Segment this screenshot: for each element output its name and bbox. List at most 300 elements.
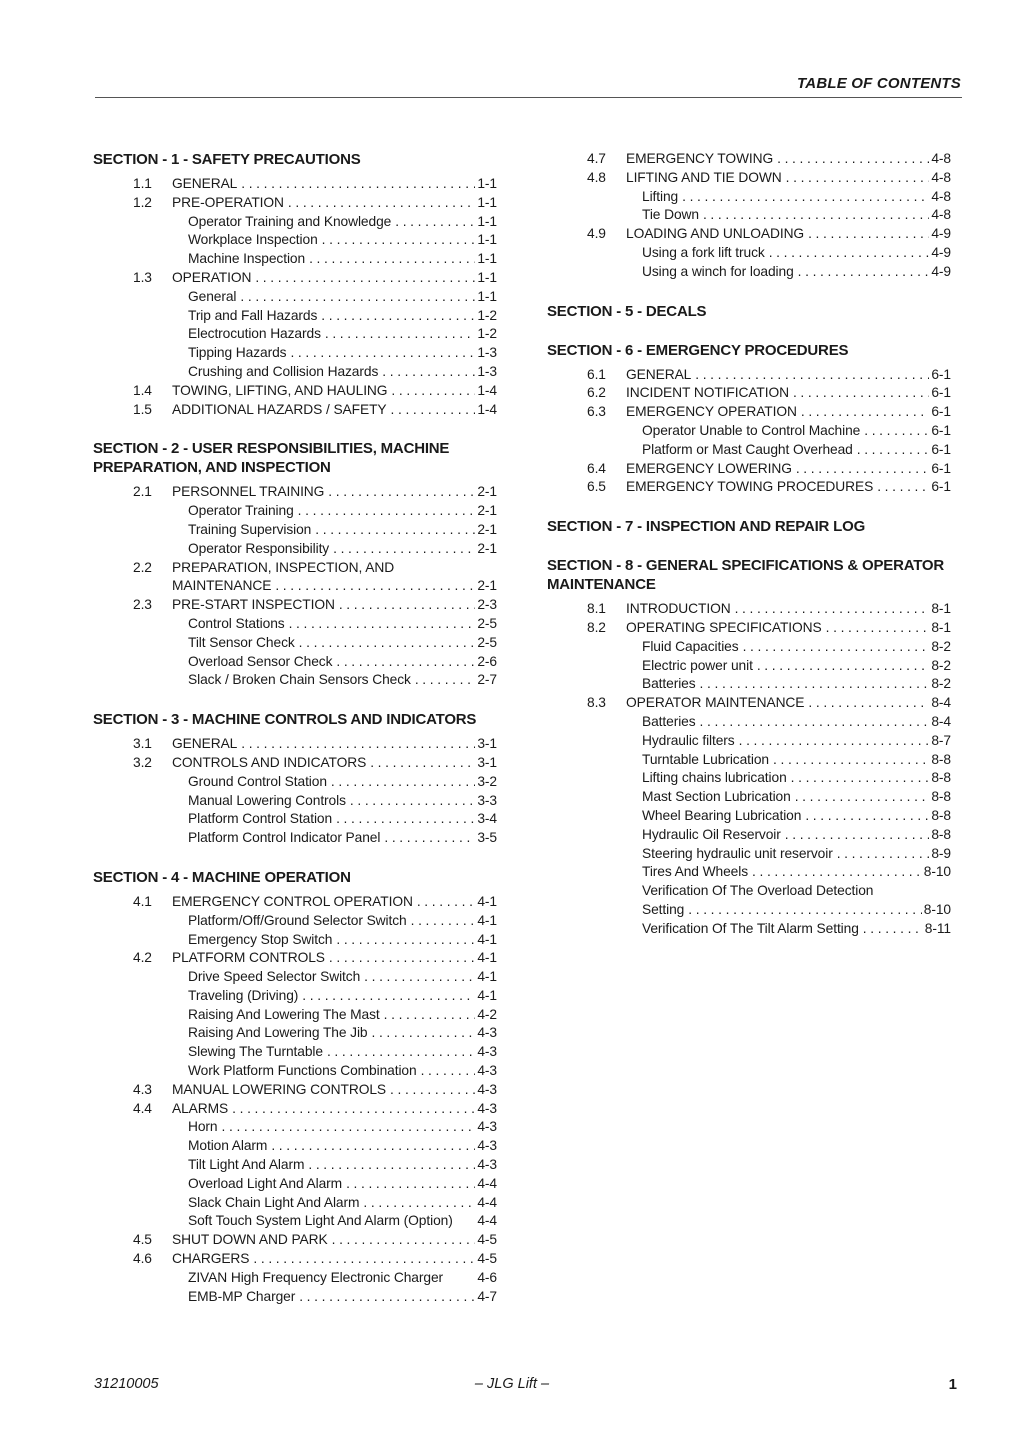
dot-leader — [739, 732, 930, 751]
entry-title: Emergency Stop Switch — [188, 931, 333, 947]
dot-leader — [321, 307, 475, 326]
entry-page: 4-9 — [931, 263, 951, 279]
section-heading: SECTION - 3 - MACHINE CONTROLS AND INDICATORS — [93, 711, 477, 729]
toc-entry-continuation — [93, 577, 497, 596]
dot-leader — [289, 615, 476, 634]
entry-page: 1-4 — [477, 382, 497, 398]
entry-page: 4-3 — [477, 1044, 497, 1060]
entry-page: 8-10 — [923, 864, 951, 880]
toc-entry — [547, 460, 951, 479]
section-heading: SECTION - 8 - GENERAL SPECIFICATIONS & OPERATOR — [547, 557, 945, 575]
entry-title: Verification Of The Overload Detection — [642, 883, 874, 899]
dot-leader — [391, 401, 476, 420]
entry-page: 1-1 — [477, 251, 497, 267]
toc-entry — [93, 521, 497, 540]
dot-leader — [299, 1288, 475, 1307]
entry-title: MAINTENANCE — [172, 578, 272, 594]
entry-title: Traveling (Driving) — [188, 987, 299, 1003]
toc-entry — [93, 671, 497, 690]
dot-leader — [700, 675, 930, 694]
entry-title: Horn — [188, 1119, 218, 1135]
dot-leader — [417, 893, 476, 912]
entry-page: 3-5 — [477, 830, 497, 846]
dot-leader — [350, 792, 475, 811]
toc-entry — [93, 931, 497, 950]
dot-leader — [271, 1137, 475, 1156]
toc-entry — [93, 231, 497, 250]
entry-title: CONTROLS AND INDICATORS — [172, 754, 367, 770]
toc-section — [93, 710, 497, 848]
entry-title: SHUT DOWN AND PARK — [172, 1232, 328, 1248]
entry-page: 4-6 — [477, 1269, 497, 1285]
entry-number: 4.6 — [133, 1251, 152, 1267]
entry-page: 4-4 — [477, 1175, 497, 1191]
dot-leader — [309, 250, 475, 269]
entry-page: 4-3 — [477, 1063, 497, 1079]
toc-entry-continuation — [547, 901, 951, 920]
dot-leader — [395, 213, 475, 232]
entry-page: 8-8 — [931, 807, 951, 823]
dot-leader — [863, 920, 923, 939]
toc-entry — [93, 1137, 497, 1156]
entry-page: 3-1 — [477, 736, 497, 752]
section-heading: PREPARATION, AND INSPECTION — [93, 459, 331, 477]
entry-number: 4.3 — [133, 1081, 152, 1097]
entry-page: 8-8 — [931, 770, 951, 786]
toc-entry — [93, 615, 497, 634]
toc-entry — [547, 244, 951, 263]
entry-title: Platform Control Indicator Panel — [188, 830, 381, 846]
entry-title: Fluid Capacities — [642, 638, 739, 654]
entry-page: 4-5 — [477, 1251, 497, 1267]
toc-entry — [93, 912, 497, 931]
entry-page: 1-3 — [477, 363, 497, 379]
toc-entry — [93, 1212, 497, 1231]
toc-entry — [93, 502, 497, 521]
entry-title: Operator Responsibility — [188, 540, 330, 556]
dot-leader — [384, 829, 475, 848]
dot-leader — [688, 901, 922, 920]
dot-leader — [864, 422, 929, 441]
entry-title: Slewing The Turntable — [188, 1044, 323, 1060]
entry-number: 8.3 — [587, 695, 606, 711]
dot-leader — [222, 1118, 476, 1137]
entry-page: 8-1 — [931, 619, 951, 635]
toc-entry — [547, 403, 951, 422]
entry-title: Soft Touch System Light And Alarm (Option) — [188, 1213, 453, 1229]
dot-leader — [331, 773, 475, 792]
toc-entry — [93, 307, 497, 326]
entry-page: 3-2 — [477, 773, 497, 789]
entry-page: 1-3 — [477, 345, 497, 361]
entry-page: 4-9 — [931, 226, 951, 242]
section-heading: SECTION - 2 - USER RESPONSIBILITIES, MACHINE — [93, 440, 450, 458]
entry-title: EMERGENCY OPERATION — [626, 404, 797, 420]
entry-page: 4-5 — [477, 1232, 497, 1248]
toc-entry — [93, 1024, 497, 1043]
toc-entry — [93, 1231, 497, 1250]
dot-leader — [302, 987, 475, 1006]
entry-title: CHARGERS — [172, 1251, 250, 1267]
entry-page: 6-1 — [931, 366, 951, 382]
toc-rows — [547, 600, 951, 938]
entry-page: 4-3 — [477, 1100, 497, 1116]
toc-entry — [93, 773, 497, 792]
page-header-title: TABLE OF CONTENTS — [797, 75, 961, 92]
dot-leader — [240, 288, 475, 307]
entry-title: Lifting chains lubrication — [642, 770, 787, 786]
entry-number: 4.1 — [133, 893, 152, 909]
toc-entry — [93, 893, 497, 912]
entry-number: 4.7 — [587, 151, 606, 166]
toc-entry — [547, 619, 951, 638]
dot-leader — [837, 845, 930, 864]
entry-page: 4-2 — [477, 1006, 497, 1022]
entry-page: 3-1 — [477, 754, 497, 770]
toc-entry — [547, 225, 951, 244]
footer-model-name: – JLG Lift – — [474, 1376, 550, 1392]
section-heading: SECTION - 7 - INSPECTION AND REPAIR LOG — [547, 518, 866, 536]
toc-entry — [93, 1062, 497, 1081]
toc-entry — [547, 920, 951, 939]
entry-title: Platform Control Station — [188, 811, 333, 827]
entry-title: Work Platform Functions Combination — [188, 1063, 417, 1079]
dot-leader — [682, 188, 929, 207]
entry-page: 4-8 — [931, 151, 951, 166]
entry-title: Platform or Mast Caught Overhead — [642, 441, 853, 457]
toc-entry — [547, 441, 951, 460]
entry-title: ALARMS — [172, 1100, 229, 1116]
dot-leader — [808, 225, 929, 244]
entry-title: LIFTING AND TIE DOWN — [626, 169, 782, 185]
dot-leader — [370, 754, 475, 773]
toc-entry — [547, 807, 951, 826]
entry-title: Machine Inspection — [188, 251, 306, 267]
entry-page: 8-8 — [931, 789, 951, 805]
dot-leader — [391, 382, 475, 401]
toc-entry — [93, 829, 497, 848]
entry-title: Raising And Lowering The Mast — [188, 1006, 380, 1022]
dot-leader — [336, 931, 475, 950]
dot-leader — [796, 460, 930, 479]
dot-leader — [241, 735, 475, 754]
toc-entry — [547, 384, 951, 403]
entry-title: EMERGENCY TOWING — [626, 151, 774, 166]
toc-entry — [93, 596, 497, 615]
entry-page: 1-1 — [477, 213, 497, 229]
dot-leader — [346, 1175, 475, 1194]
dot-leader — [777, 150, 929, 169]
entry-title: Batteries — [642, 676, 696, 692]
toc-entry — [547, 694, 951, 713]
entry-title: Hydraulic filters — [642, 732, 735, 748]
entry-page: 6-1 — [931, 422, 951, 438]
entry-title: EMB-MP Charger — [188, 1288, 296, 1304]
toc-entry — [93, 754, 497, 773]
toc-entry — [547, 882, 951, 901]
entry-title: Workplace Inspection — [188, 232, 318, 248]
entry-number: 6.1 — [587, 366, 606, 382]
dot-leader — [298, 502, 476, 521]
toc-section — [547, 302, 951, 321]
entry-number: 1.3 — [133, 269, 152, 285]
entry-title: Verification Of The Tilt Alarm Setting — [642, 920, 859, 936]
entry-number: 3.2 — [133, 754, 152, 770]
entry-title: Tires And Wheels — [642, 864, 749, 880]
entry-title: Raising And Lowering The Jib — [188, 1025, 368, 1041]
dot-leader — [339, 596, 476, 615]
entry-page: 1-4 — [477, 401, 497, 417]
entry-page: 4-8 — [931, 188, 951, 204]
dot-leader — [288, 194, 475, 213]
toc-rows — [93, 483, 497, 690]
entry-title: General — [188, 288, 237, 304]
entry-title: EMERGENCY TOWING PROCEDURES — [626, 479, 874, 495]
entry-title: Mast Section Lubrication — [642, 789, 791, 805]
toc-entry — [93, 792, 497, 811]
dot-leader — [275, 577, 475, 596]
entry-title: GENERAL — [626, 366, 692, 382]
dot-leader — [785, 826, 930, 845]
toc-entry — [547, 675, 951, 694]
dot-leader — [793, 384, 929, 403]
toc-entry — [93, 653, 497, 672]
entry-title: Slack / Broken Chain Sensors Check — [188, 672, 411, 688]
section-heading: MAINTENANCE — [547, 576, 656, 594]
entry-page: 2-6 — [477, 653, 497, 669]
toc-entry — [93, 325, 497, 344]
entry-title: ZIVAN High Frequency Electronic Charger — [188, 1269, 444, 1285]
dot-leader — [791, 769, 930, 788]
toc-entry — [547, 863, 951, 882]
entry-page: 2-1 — [477, 484, 497, 500]
entry-page: 4-1 — [477, 931, 497, 947]
entry-number: 6.3 — [587, 404, 606, 420]
toc-rows — [93, 893, 497, 1307]
entry-page: 4-9 — [931, 244, 951, 260]
entry-page: 3-4 — [477, 811, 497, 827]
section-heading: SECTION - 1 - SAFETY PRECAUTIONS — [93, 151, 361, 168]
dot-leader — [299, 634, 476, 653]
entry-number: 6.5 — [587, 479, 606, 495]
entry-title: Operator Training and Knowledge — [188, 213, 392, 229]
toc-section — [547, 517, 951, 536]
entry-title: Steering hydraulic unit reservoir — [642, 845, 833, 861]
entry-page: 4-8 — [931, 207, 951, 223]
toc-entry — [93, 1288, 497, 1307]
entry-page: 4-3 — [477, 1025, 497, 1041]
toc-entry — [547, 600, 951, 619]
dot-leader — [808, 694, 929, 713]
entry-page: 6-1 — [931, 385, 951, 401]
entry-title: OPERATING SPECIFICATIONS — [626, 619, 822, 635]
toc-entry — [93, 269, 497, 288]
entry-number: 4.4 — [133, 1100, 152, 1116]
toc-entry — [93, 949, 497, 968]
toc-entry — [93, 363, 497, 382]
entry-title: Turntable Lubrication — [642, 751, 770, 767]
entry-page: 2-5 — [477, 615, 497, 631]
entry-number: 1.1 — [133, 176, 152, 191]
dot-leader — [786, 169, 930, 188]
entry-page: 1-1 — [477, 232, 497, 248]
toc-entry — [547, 169, 951, 188]
entry-page: 8-1 — [931, 601, 951, 617]
entry-title: MANUAL LOWERING CONTROLS — [172, 1081, 387, 1097]
entry-page: 3-3 — [477, 792, 497, 808]
entry-page: 8-9 — [931, 845, 951, 861]
toc-entry — [93, 1100, 497, 1119]
dot-leader — [877, 478, 929, 497]
dot-leader — [255, 269, 475, 288]
toc-entry — [547, 263, 951, 282]
entry-title: OPERATOR MAINTENANCE — [626, 695, 805, 711]
entry-title: GENERAL — [172, 736, 238, 752]
toc-entry — [547, 366, 951, 385]
toc-entry — [547, 788, 951, 807]
toc-section — [547, 150, 951, 282]
toc-entry — [93, 401, 497, 420]
entry-page: 6-1 — [931, 479, 951, 495]
entry-title: Slack Chain Light And Alarm — [188, 1194, 360, 1210]
dot-leader — [743, 638, 930, 657]
entry-title: Ground Control Station — [188, 773, 327, 789]
toc-entry — [93, 175, 497, 194]
toc-entry — [547, 826, 951, 845]
footer-part-number: 31210005 — [94, 1376, 159, 1392]
entry-page: 2-1 — [477, 521, 497, 537]
entry-page: 4-4 — [477, 1194, 497, 1210]
entry-title: OPERATION — [172, 269, 252, 285]
toc-entry — [93, 1006, 497, 1025]
toc-column-left — [93, 150, 497, 1326]
entry-title: Using a fork lift truck — [642, 244, 765, 260]
dot-leader — [857, 441, 930, 460]
dot-leader — [315, 521, 475, 540]
entry-title: PREPARATION, INSPECTION, AND — [172, 559, 395, 575]
toc-entry — [547, 638, 951, 657]
entry-number: 4.2 — [133, 950, 152, 966]
entry-title: EMERGENCY CONTROL OPERATION — [172, 893, 413, 909]
entry-page: 6-1 — [931, 404, 951, 420]
entry-page: 6-1 — [931, 441, 951, 457]
entry-page: 8-4 — [931, 695, 951, 711]
entry-page: 2-7 — [477, 672, 497, 688]
toc-entry — [547, 713, 951, 732]
entry-title: Using a winch for loading — [642, 263, 794, 279]
toc-entry — [93, 540, 497, 559]
entry-page: 2-1 — [477, 540, 497, 556]
entry-page: 4-1 — [477, 912, 497, 928]
entry-title: Crushing and Collision Hazards — [188, 363, 379, 379]
toc-entry — [93, 1081, 497, 1100]
toc-entry — [93, 1043, 497, 1062]
entry-title: PERSONNEL TRAINING — [172, 484, 325, 500]
entry-page: 8-4 — [931, 713, 951, 729]
dot-leader — [415, 671, 476, 690]
entry-title: Tilt Sensor Check — [188, 634, 295, 650]
dot-leader — [333, 540, 475, 559]
dot-leader — [390, 1081, 475, 1100]
dot-leader — [329, 949, 475, 968]
toc-entry — [93, 213, 497, 232]
entry-title: GENERAL — [172, 176, 238, 191]
dot-leader — [328, 483, 475, 502]
entry-page: 1-1 — [477, 288, 497, 304]
entry-page: 8-2 — [931, 676, 951, 692]
entry-title: Setting — [642, 901, 685, 917]
toc-entry — [93, 1250, 497, 1269]
section-heading: SECTION - 5 - DECALS — [547, 302, 707, 320]
entry-page: 4-8 — [931, 169, 951, 185]
entry-page: 2-1 — [477, 503, 497, 519]
toc-entry — [93, 559, 497, 578]
entry-number: 2.2 — [133, 559, 152, 575]
toc-entry — [93, 1156, 497, 1175]
toc-rows — [547, 150, 951, 282]
dot-leader — [752, 863, 922, 882]
entry-number: 6.4 — [587, 460, 606, 476]
toc-entry — [93, 194, 497, 213]
entry-number: 8.2 — [587, 619, 606, 635]
entry-page: 8-11 — [924, 920, 951, 936]
entry-title: PRE-START INSPECTION — [172, 597, 335, 613]
entry-page: 4-3 — [477, 1138, 497, 1154]
toc-entry — [547, 188, 951, 207]
entry-page: 8-8 — [931, 826, 951, 842]
entry-title: Lifting — [642, 188, 679, 204]
entry-page: 6-1 — [931, 460, 951, 476]
entry-title: LOADING AND UNLOADING — [626, 226, 805, 242]
dot-leader — [325, 325, 475, 344]
toc-entry — [547, 206, 951, 225]
toc-entry — [93, 968, 497, 987]
toc-entry — [547, 657, 951, 676]
entry-title: Manual Lowering Controls — [188, 792, 346, 808]
toc-entry — [547, 732, 951, 751]
section-heading: SECTION - 4 - MACHINE OPERATION — [93, 868, 351, 886]
toc-section — [93, 150, 497, 419]
toc-section — [547, 556, 951, 938]
entry-title: Tie Down — [642, 207, 699, 223]
toc-section — [547, 341, 951, 498]
dot-leader — [703, 206, 929, 225]
toc-entry — [547, 478, 951, 497]
toc-entry — [93, 735, 497, 754]
entry-page: 2-3 — [477, 597, 497, 613]
entry-page: 4-3 — [477, 1081, 497, 1097]
dot-leader — [757, 657, 930, 676]
toc-columns — [93, 150, 951, 1326]
toc-entry — [93, 288, 497, 307]
toc-rows — [547, 366, 951, 498]
toc-entry — [93, 1175, 497, 1194]
entry-page: 2-1 — [477, 578, 497, 594]
toc-rows — [93, 735, 497, 848]
dot-leader — [801, 403, 929, 422]
dot-leader — [336, 810, 475, 829]
dot-leader — [253, 1250, 475, 1269]
dot-leader — [241, 175, 475, 194]
dot-leader — [769, 244, 930, 263]
entry-title: PLATFORM CONTROLS — [172, 950, 325, 966]
dot-leader — [371, 1024, 475, 1043]
toc-entry — [547, 150, 951, 169]
dot-leader — [411, 912, 476, 931]
dot-leader — [384, 1006, 476, 1025]
entry-number: 1.4 — [133, 382, 152, 398]
entry-title: EMERGENCY LOWERING — [626, 460, 792, 476]
